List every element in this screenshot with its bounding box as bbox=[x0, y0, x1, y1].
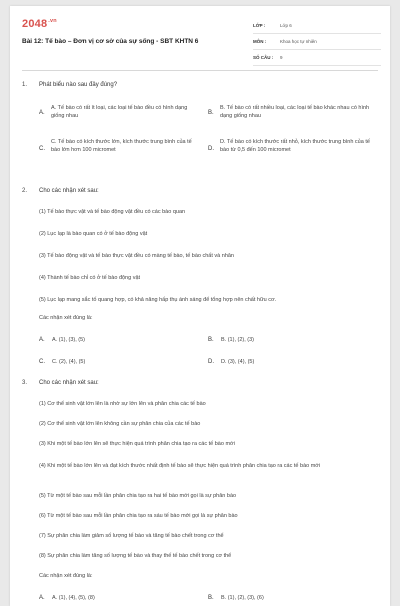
option-a[interactable] bbox=[39, 594, 189, 604]
option-b[interactable] bbox=[208, 104, 378, 128]
option-letter: D. bbox=[208, 146, 214, 152]
option-letter: C. bbox=[39, 359, 45, 365]
question-number: 1. bbox=[22, 82, 28, 88]
option-text: A. Tế bào có rất ít loại, các loại tế bào đều có hình dạng giống nhau bbox=[51, 105, 188, 119]
option-text: D. (3), (4), (5) bbox=[221, 359, 255, 365]
option-letter: A. bbox=[39, 595, 45, 601]
meta-row-class bbox=[253, 18, 381, 34]
meta-table bbox=[253, 18, 381, 66]
statement: (6) Từ một tế bào sau mỗi lần phân chia tạo ra sáu tế bào mới gọi là sự phân bào bbox=[39, 513, 238, 519]
option-letter: C. bbox=[39, 146, 45, 152]
question-number: 3. bbox=[22, 380, 28, 386]
option-d[interactable] bbox=[208, 138, 378, 170]
question-text: Cho các nhận xét sau: bbox=[39, 380, 99, 386]
statement: (1) Tế bào thực vật và tế bào động vật đều có các bào quan bbox=[39, 209, 186, 215]
option-text: B. (1), (2), (3), (6) bbox=[221, 595, 264, 601]
question-text: Phát biểu nào sau đây đúng? bbox=[39, 82, 118, 88]
statement: (1) Cơ thể sinh vật lớn lên là nhờ sự lớn lên và phân chia các tế bào bbox=[39, 401, 206, 407]
option-a[interactable] bbox=[39, 104, 209, 128]
meta-row-count bbox=[253, 50, 381, 66]
answer-prompt: Các nhận xét đúng là: bbox=[39, 315, 93, 321]
option-d[interactable] bbox=[208, 358, 358, 368]
question-number: 2. bbox=[22, 188, 28, 194]
option-letter: A. bbox=[39, 337, 45, 343]
option-letter: D. bbox=[208, 359, 214, 365]
worksheet-title: Bài 12: Tế bào – Đơn vị cơ sở của sự sống - SBT KHTN 6 bbox=[22, 38, 199, 45]
option-letter: B. bbox=[208, 595, 214, 601]
statement: (5) Lục lạp mang sắc tố quang hợp, có khả năng hấp thụ ánh sáng để tổng hợp nên chất hữu cơ. bbox=[39, 297, 277, 303]
site-logo[interactable]: $2048^{.vn}$ bbox=[22, 18, 57, 30]
option-text: A. (1), (3), (5) bbox=[52, 337, 86, 343]
statement: (4) Thành tế bào chỉ có ở tế bào động vật bbox=[39, 275, 141, 281]
statement: (3) Tế bào động vật và tế bào thực vật đều có màng tế bào, tế bào chất và nhân bbox=[39, 253, 234, 259]
statement: (4) Khi một tế bào lớn lên và đạt kích thước nhất định tế bào sẽ thực hiện quá trình phân chia tạo ra các tế bào mới bbox=[39, 463, 321, 469]
option-text: C. (2), (4), (5) bbox=[52, 359, 86, 365]
question-text: Cho các nhận xét sau: bbox=[39, 188, 99, 194]
meta-key: SỐ CÂU : bbox=[253, 55, 274, 60]
option-text: D. Tế bào có kích thước rất nhỏ, kích thước trung bình của tế bào từ 0,5 đến 100 micromet bbox=[220, 139, 370, 153]
meta-key: MÔN : bbox=[253, 39, 267, 44]
meta-row-subject bbox=[253, 34, 381, 50]
option-letter: B. bbox=[208, 337, 214, 343]
option-text: C. Tế bào có kích thước lớn, kích thước trung bình của tế bào lớn hơn 100 micromet bbox=[51, 139, 192, 153]
option-c[interactable] bbox=[39, 358, 189, 368]
statement: (3) Khi một tế bào lớn lên sẽ thực hiện quá trình phân chia tạo ra các tế bào mới bbox=[39, 441, 235, 447]
statement: (7) Sự phân chia làm giảm số lượng tế bào và tăng tế bào chết trong cơ thể bbox=[39, 533, 224, 539]
option-c[interactable] bbox=[39, 138, 209, 170]
statement: (8) Sự phân chia làm tăng số lượng tế bào và thay thế tế bào chết trong cơ thể bbox=[39, 553, 232, 559]
option-b[interactable] bbox=[208, 594, 358, 604]
meta-value: 9 bbox=[280, 55, 283, 60]
worksheet-page bbox=[10, 6, 390, 606]
statement: (2) Cơ thể sinh vật lớn lên không cần sự phân chia của các tế bào bbox=[39, 421, 201, 427]
option-letter: B. bbox=[208, 110, 214, 116]
option-text: B. Tế bào có rất nhiều loại, các loại tế bào khác nhau có hình dạng giống nhau bbox=[220, 105, 370, 119]
meta-value: Lớp 6 bbox=[280, 23, 292, 28]
header-divider bbox=[22, 70, 378, 71]
meta-value: Khoa học tự nhiên bbox=[280, 39, 317, 44]
option-b[interactable] bbox=[208, 336, 358, 346]
option-text: A. (1), (4), (5), (8) bbox=[52, 595, 95, 601]
statement: (2) Lục lạp là bào quan có ở tế bào động vật bbox=[39, 231, 148, 237]
answer-prompt: Các nhận xét đúng là: bbox=[39, 573, 93, 579]
option-text: B. (1), (2), (3) bbox=[221, 337, 255, 343]
option-letter: A. bbox=[39, 110, 45, 116]
option-a[interactable] bbox=[39, 336, 189, 346]
meta-key: LỚP : bbox=[253, 23, 266, 28]
statement: (5) Từ một tế bào sau mỗi lần phân chia tạo ra hai tế bào mới gọi là sự phân bào bbox=[39, 493, 237, 499]
